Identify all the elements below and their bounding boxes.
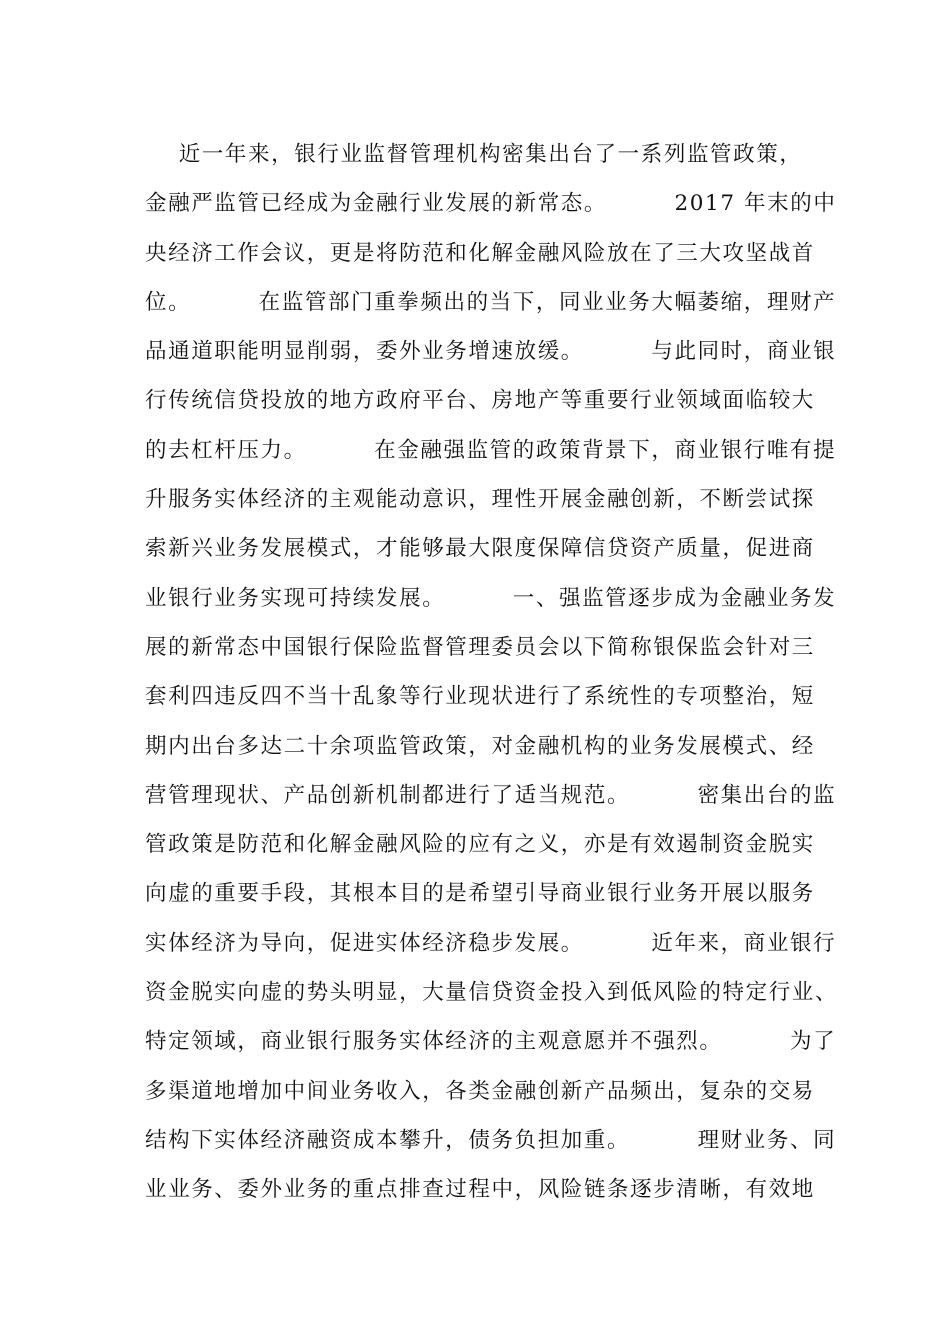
text-line: 的去杠杆压力。 在金融强监管的政策背景下，商业银行唯有提 [145, 437, 837, 463]
text-line: 结构下实体经济融资成本攀升，债务负担加重。 理财业务、同 [145, 1127, 837, 1153]
text-line: 近一年来，银行业监督管理机构密集出台了一系列监管政策， [145, 142, 803, 167]
text-line: 行传统信贷投放的地方政府平台、房地产等重要行业领域面临较大 [145, 388, 815, 414]
text-line: 展的新常态中国银行保险监督管理委员会以下简称银保监会针对三 [145, 634, 815, 660]
text-line: 位。 在监管部门重拳频出的当下，同业业务大幅萎缩，理财产 [145, 289, 837, 315]
text-line: 金融严监管已经成为金融行业发展的新常态。 2017 年末的中 [145, 191, 837, 217]
text-line: 营管理现状、产品创新机制都进行了适当规范。 密集出台的监 [145, 782, 837, 808]
text-line: 业业务、委外业务的重点排查过程中，风险链条逐步清晰，有效地 [145, 1177, 815, 1203]
text-line: 升服务实体经济的主观能动意识，理性开展金融创新，不断尝试探 [145, 487, 815, 513]
text-line: 业银行业务实现可持续发展。 一、强监管逐步成为金融业务发 [145, 585, 837, 611]
text-line: 多渠道地增加中间业务收入，各类金融创新产品频出，复杂的交易 [145, 1078, 815, 1104]
text-line: 资金脱实向虚的势头明显，大量信贷资金投入到低风险的特定行业、 [145, 980, 839, 1006]
body-paragraph [145, 130, 839, 1215]
text-line: 套利四违反四不当十乱象等行业现状进行了系统性的专项整治，短 [145, 684, 815, 710]
text-line: 实体经济为导向，促进实体经济稳步发展。 近年来，商业银行 [145, 930, 837, 956]
text-line: 管政策是防范和化解金融风险的应有之义，亦是有效遏制资金脱实 [145, 832, 815, 858]
text-line: 向虚的重要手段，其根本目的是希望引导商业银行业务开展以服务 [145, 881, 815, 907]
text-line: 期内出台多达二十余项监管政策，对金融机构的业务发展模式、经 [145, 733, 815, 759]
text-line: 品通道职能明显削弱，委外业务增速放缓。 与此同时，商业银 [145, 339, 837, 365]
text-line: 央经济工作会议，更是将防范和化解金融风险放在了三大攻坚战首 [145, 240, 815, 266]
text-line: 特定领域，商业银行服务实体经济的主观意愿并不强烈。 为了 [145, 1029, 837, 1055]
text-line: 索新兴业务发展模式，才能够最大限度保障信贷资产质量，促进商 [145, 536, 815, 562]
